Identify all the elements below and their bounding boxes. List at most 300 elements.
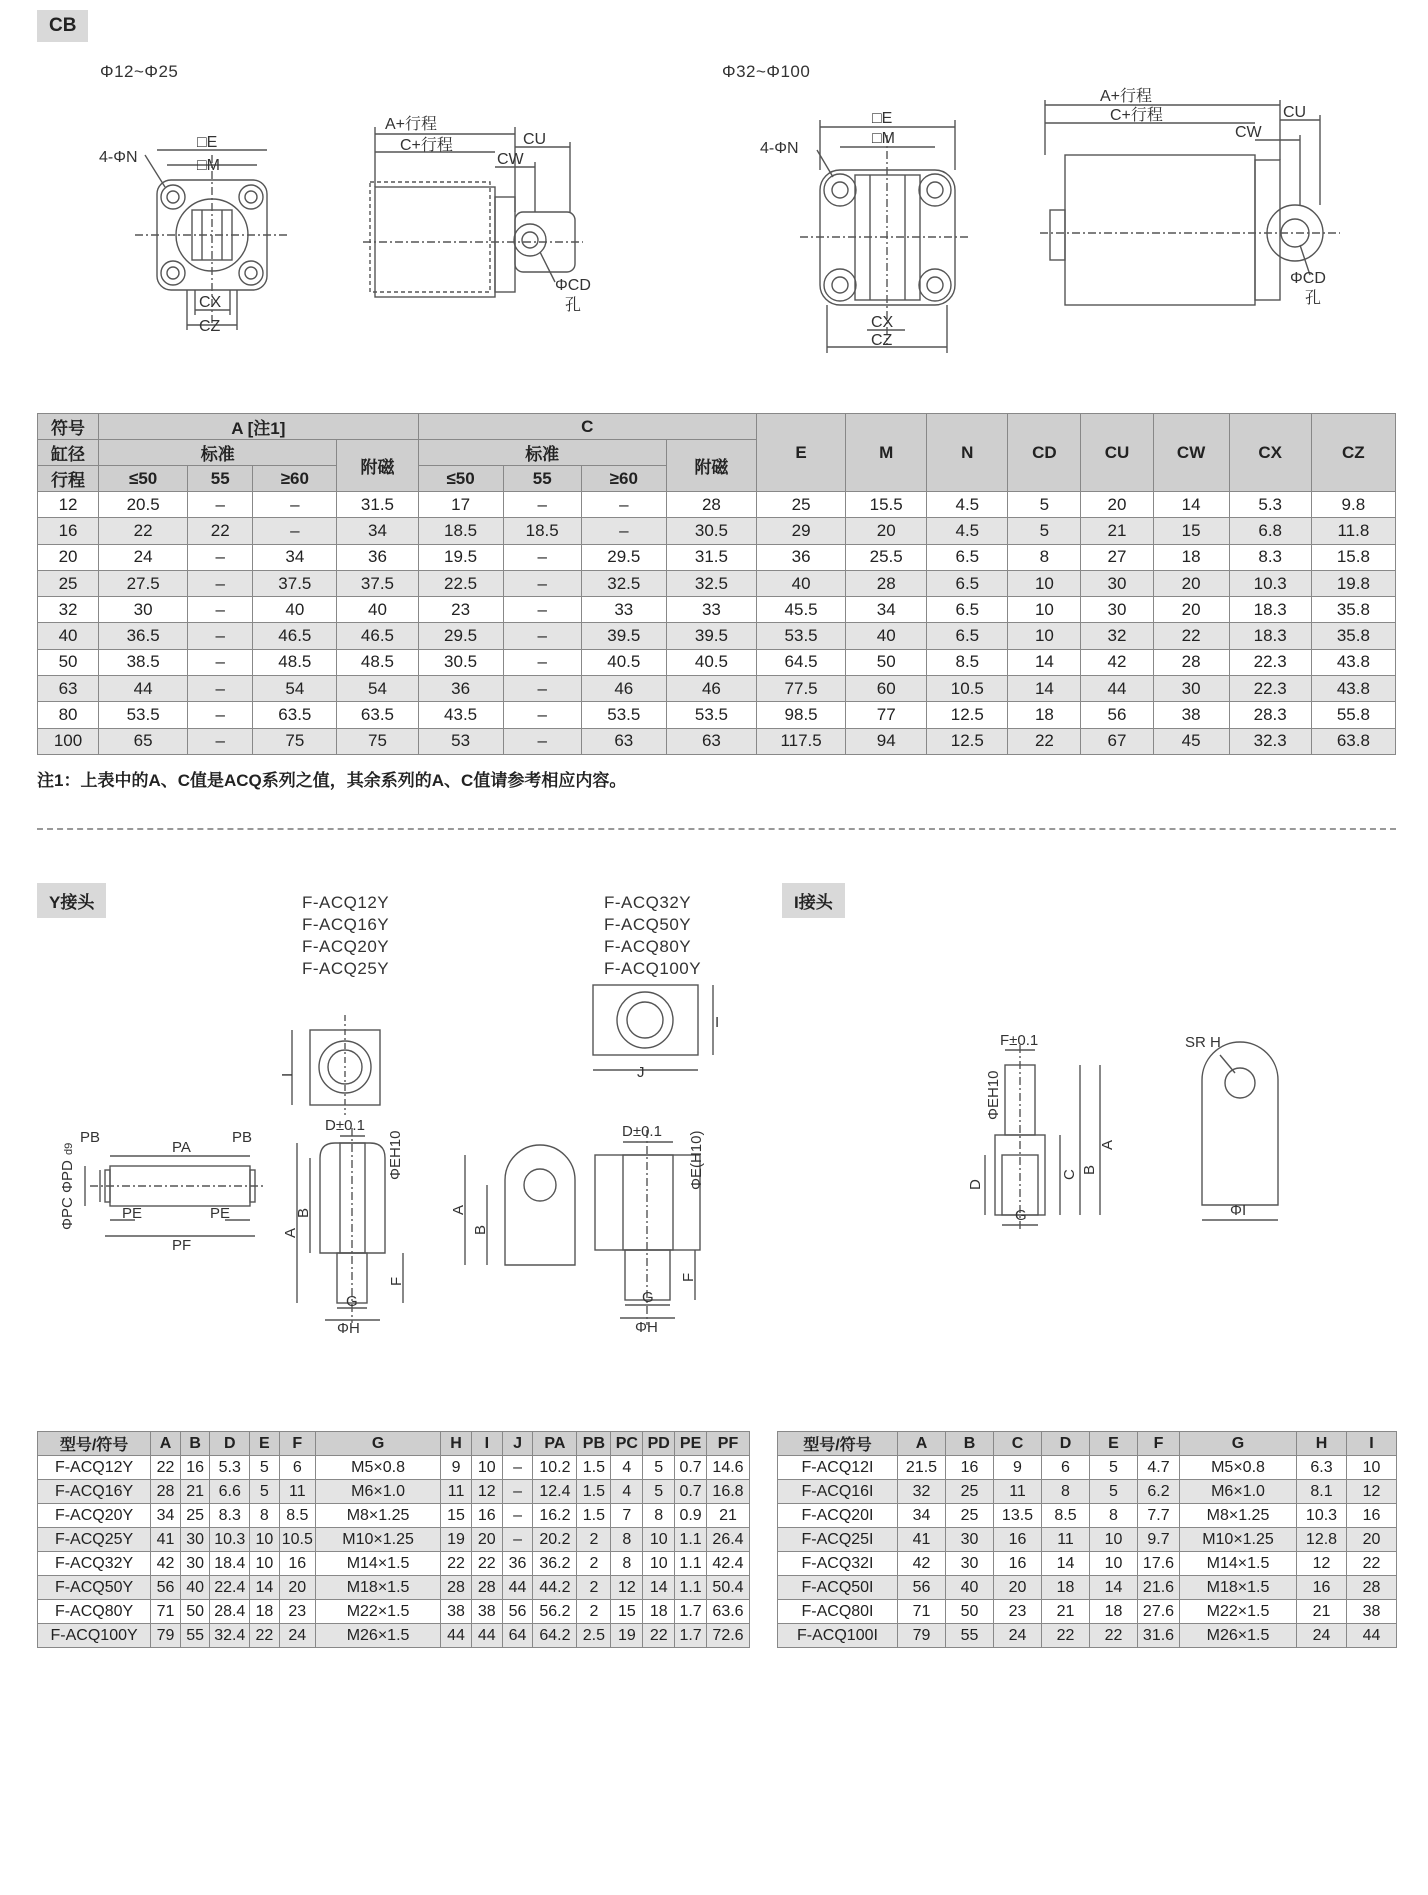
table-cell: – <box>188 597 253 623</box>
table-row <box>38 1528 750 1552</box>
a-group-header: A [注1] <box>99 414 418 440</box>
table-cell: 29 <box>757 518 846 544</box>
table-cell: 5 <box>250 1456 280 1480</box>
table-cell: 77 <box>846 702 927 728</box>
table-cell: 10 <box>1090 1528 1138 1552</box>
table-cell: 7.7 <box>1138 1504 1180 1528</box>
table-cell: 30 <box>180 1528 210 1552</box>
cb-range-large: Φ32~Φ100 <box>722 62 811 81</box>
table-cell: 1.1 <box>675 1576 707 1600</box>
i-table-header: H <box>1297 1432 1347 1456</box>
table-cell: M5×0.8 <box>315 1456 440 1480</box>
y-large-clevis-drawing <box>585 1110 715 1335</box>
table-cell: – <box>503 544 581 570</box>
table-cell: 18 <box>1153 544 1229 570</box>
y-large-g-label: G <box>642 1289 654 1306</box>
table-cell: 39.5 <box>666 623 756 649</box>
table-cell: – <box>503 728 581 754</box>
a-sub-ge60: ≥60 <box>253 466 337 492</box>
table-cell: 5 <box>1008 518 1081 544</box>
y-small-i-label: I <box>279 1072 296 1077</box>
table-cell: 43.5 <box>418 702 503 728</box>
table-cell: F-ACQ80Y <box>38 1600 151 1624</box>
table-cell: 27.5 <box>99 570 188 596</box>
table-row <box>38 544 1396 570</box>
table-cell: 6 <box>1042 1456 1090 1480</box>
table-cell: 20 <box>1153 570 1229 596</box>
y-table-header: D <box>210 1432 250 1456</box>
table-cell: 40 <box>38 623 99 649</box>
table-cell: 53.5 <box>666 702 756 728</box>
y-joint-table <box>37 1431 750 1648</box>
y-table-header: J <box>502 1432 533 1456</box>
table-cell: 22 <box>1090 1624 1138 1648</box>
y-pin-pb-left: PB <box>80 1129 101 1146</box>
y-large-e-label: ΦE(H10) <box>688 1130 705 1190</box>
cb-large-side-drawing <box>1030 85 1350 325</box>
cb-small-m-label: □M <box>197 157 220 174</box>
table-cell: 22 <box>471 1552 502 1576</box>
table-cell: M26×1.5 <box>315 1624 440 1648</box>
col-header-cu: CU <box>1081 414 1153 492</box>
table-cell: 56 <box>898 1576 946 1600</box>
table-row <box>778 1528 1397 1552</box>
cb-large-cw-label: CW <box>1235 124 1262 141</box>
table-cell: – <box>188 676 253 702</box>
table-cell: 19.8 <box>1311 570 1395 596</box>
table-cell: – <box>503 570 581 596</box>
table-cell: 28 <box>846 570 927 596</box>
table-cell: 0.7 <box>675 1480 707 1504</box>
table-cell: 64.2 <box>533 1624 577 1648</box>
table-cell: 35.8 <box>1311 597 1395 623</box>
y-model-small-item: F-ACQ20Y <box>302 937 390 956</box>
table-cell: 5 <box>1090 1456 1138 1480</box>
table-row <box>38 570 1396 596</box>
table-cell: 6.5 <box>927 597 1008 623</box>
cb-large-n-label: 4-ΦN <box>760 140 799 157</box>
cb-small-cd-label: ΦCD <box>555 277 591 294</box>
cb-small-side-drawing <box>355 112 615 327</box>
table-cell: 10 <box>1008 570 1081 596</box>
table-cell: 5 <box>1090 1480 1138 1504</box>
table-cell: 63 <box>38 676 99 702</box>
i-table-header: A <box>898 1432 946 1456</box>
table-cell: 25 <box>38 570 99 596</box>
y-table-header: G <box>315 1432 440 1456</box>
table-cell: – <box>503 676 581 702</box>
table-cell: 1.5 <box>577 1480 611 1504</box>
table-cell: – <box>503 702 581 728</box>
table-cell: 23 <box>994 1600 1042 1624</box>
table-cell: 18.3 <box>1229 597 1311 623</box>
table-cell: 8.5 <box>927 649 1008 675</box>
cb-large-a-label: A+行程 <box>1100 88 1153 105</box>
table-cell: 16 <box>1347 1504 1397 1528</box>
table-cell: 4.5 <box>927 492 1008 518</box>
table-cell: 19.5 <box>418 544 503 570</box>
table-cell: 10.3 <box>210 1528 250 1552</box>
table-cell: 32.3 <box>1229 728 1311 754</box>
table-cell: 18 <box>643 1600 675 1624</box>
y-large-a-label: A <box>450 1204 467 1215</box>
table-cell: 50 <box>946 1600 994 1624</box>
table-row <box>778 1456 1397 1480</box>
table-row <box>778 1480 1397 1504</box>
table-cell: 44 <box>502 1576 533 1600</box>
table-cell: 10 <box>1008 597 1081 623</box>
table-cell: 40 <box>253 597 337 623</box>
table-cell: 28 <box>151 1480 181 1504</box>
table-row <box>38 518 1396 544</box>
table-cell: 40 <box>846 623 927 649</box>
table-cell: 32 <box>1081 623 1153 649</box>
table-cell: 39.5 <box>581 623 666 649</box>
table-row <box>38 1576 750 1600</box>
a-magnet-header: 附磁 <box>337 440 418 492</box>
table-cell: M6×1.0 <box>315 1480 440 1504</box>
table-cell: 43.8 <box>1311 649 1395 675</box>
table-cell: 8.3 <box>210 1504 250 1528</box>
col-header-m: M <box>846 414 927 492</box>
table-cell: 56.2 <box>533 1600 577 1624</box>
table-cell: 1.5 <box>577 1456 611 1480</box>
table-cell: 22 <box>1153 623 1229 649</box>
table-cell: 7 <box>611 1504 643 1528</box>
table-cell: 80 <box>38 702 99 728</box>
i-joint-c-label: C <box>1061 1169 1078 1180</box>
table-cell: 28.3 <box>1229 702 1311 728</box>
table-cell: 20 <box>279 1576 315 1600</box>
table-cell: 5 <box>250 1480 280 1504</box>
y-table-header: PF <box>707 1432 750 1456</box>
y-table-header: I <box>471 1432 502 1456</box>
i-table-header: I <box>1347 1432 1397 1456</box>
table-cell: 25 <box>180 1504 210 1528</box>
table-row <box>778 1552 1397 1576</box>
table-cell: 12 <box>611 1576 643 1600</box>
i-table-header: G <box>1180 1432 1297 1456</box>
table-cell: 10 <box>250 1552 280 1576</box>
y-large-top-drawing <box>585 975 725 1080</box>
table-cell: 10 <box>250 1528 280 1552</box>
cb-small-a-label: A+行程 <box>385 116 438 133</box>
table-cell: F-ACQ12I <box>778 1456 898 1480</box>
y-large-profile-drawing <box>450 1140 575 1280</box>
table-cell: 60 <box>846 676 927 702</box>
table-cell: 21 <box>180 1480 210 1504</box>
table-cell: – <box>502 1480 533 1504</box>
table-cell: – <box>502 1528 533 1552</box>
table-cell: 1.1 <box>675 1528 707 1552</box>
table-cell: 45 <box>1153 728 1229 754</box>
table-cell: 75 <box>253 728 337 754</box>
table-cell: 14 <box>1008 676 1081 702</box>
y-table-header: F <box>279 1432 315 1456</box>
i-joint-side-drawing <box>960 1025 1120 1235</box>
i-joint-g-label: G <box>1015 1207 1027 1224</box>
y-small-b-label: B <box>295 1207 312 1218</box>
table-cell: M22×1.5 <box>315 1600 440 1624</box>
c-magnet-header: 附磁 <box>666 440 756 492</box>
c-standard-header: 标准 <box>418 440 666 466</box>
cb-large-e-label: □E <box>872 110 893 127</box>
table-cell: – <box>188 544 253 570</box>
table-cell: 24 <box>279 1624 315 1648</box>
table-cell: 16 <box>471 1504 502 1528</box>
table-cell: 22.3 <box>1229 649 1311 675</box>
table-cell: 14 <box>1042 1552 1090 1576</box>
table-cell: 117.5 <box>757 728 846 754</box>
table-cell: 22.5 <box>418 570 503 596</box>
table-row <box>38 676 1396 702</box>
section-tag-y-joint: Y接头 <box>37 883 106 918</box>
table-cell: 36.2 <box>533 1552 577 1576</box>
cb-large-cu-label: CU <box>1283 104 1307 121</box>
table-cell: 18.5 <box>503 518 581 544</box>
table-cell: 31.5 <box>666 544 756 570</box>
y-table-header: B <box>180 1432 210 1456</box>
table-row <box>778 1504 1397 1528</box>
table-cell: 1.1 <box>675 1552 707 1576</box>
table-cell: M10×1.25 <box>315 1528 440 1552</box>
table-cell: 50 <box>846 649 927 675</box>
table-cell: M26×1.5 <box>1180 1624 1297 1648</box>
y-large-b-label: B <box>472 1224 489 1235</box>
i-table-header: E <box>1090 1432 1138 1456</box>
table-cell: 25 <box>757 492 846 518</box>
section-tag-i-joint: I接头 <box>782 883 845 918</box>
table-cell: 24 <box>1297 1624 1347 1648</box>
table-row <box>38 597 1396 623</box>
c-sub-le50: ≤50 <box>418 466 503 492</box>
table-cell: 40.5 <box>581 649 666 675</box>
i-table-header-row <box>778 1432 1397 1456</box>
table-cell: 18 <box>1042 1576 1090 1600</box>
y-table-header: 型号/符号 <box>38 1432 151 1456</box>
table-cell: 77.5 <box>757 676 846 702</box>
table-cell: 20 <box>1153 597 1229 623</box>
table-cell: M5×0.8 <box>1180 1456 1297 1480</box>
table-cell: 30 <box>1153 676 1229 702</box>
y-models-small <box>302 892 389 980</box>
y-large-i-label: I <box>715 1014 720 1031</box>
cb-small-cw-label: CW <box>497 151 524 168</box>
table-cell: 15 <box>441 1504 472 1528</box>
col-header-n: N <box>927 414 1008 492</box>
y-small-d-label: D±0.1 <box>325 1117 365 1134</box>
table-cell: 11 <box>1042 1528 1090 1552</box>
table-cell: 12 <box>471 1480 502 1504</box>
table-cell: – <box>188 623 253 649</box>
table-cell: 53.5 <box>757 623 846 649</box>
table-cell: 79 <box>898 1624 946 1648</box>
table-cell: 17 <box>418 492 503 518</box>
y-large-j-label: J <box>637 1064 645 1081</box>
table-cell: 8.3 <box>1229 544 1311 570</box>
i-joint-a-label: A <box>1099 1139 1116 1150</box>
table-cell: 11 <box>441 1480 472 1504</box>
table-cell: 0.7 <box>675 1456 707 1480</box>
table-cell: 28 <box>666 492 756 518</box>
table-cell: 20 <box>994 1576 1042 1600</box>
table-cell: 71 <box>151 1600 181 1624</box>
corner-symbol: 符号 <box>38 414 99 440</box>
table-cell: 28 <box>471 1576 502 1600</box>
table-cell: 23 <box>418 597 503 623</box>
table-cell: 54 <box>253 676 337 702</box>
cb-small-cu-label: CU <box>523 131 547 148</box>
table-cell: 30 <box>946 1552 994 1576</box>
table-cell: 24 <box>99 544 188 570</box>
table-cell: 15 <box>611 1600 643 1624</box>
table-cell: 16 <box>180 1456 210 1480</box>
table-cell: 32.5 <box>581 570 666 596</box>
y-small-clevis-drawing <box>282 1108 425 1338</box>
c-sub-55: 55 <box>503 466 581 492</box>
table-cell: 30.5 <box>418 649 503 675</box>
table-cell: 18 <box>1008 702 1081 728</box>
table-cell: 36.5 <box>99 623 188 649</box>
table-cell: 4.5 <box>927 518 1008 544</box>
i-joint-front-drawing <box>1180 1025 1290 1225</box>
table-cell: 50 <box>180 1600 210 1624</box>
table-cell: 11 <box>994 1480 1042 1504</box>
table-cell: 16 <box>38 518 99 544</box>
y-table-body <box>38 1456 750 1648</box>
table-cell: 30 <box>1081 597 1153 623</box>
table-cell: 6.5 <box>927 570 1008 596</box>
c-group-header: C <box>418 414 756 440</box>
cb-dimension-table <box>37 413 1396 755</box>
table-cell: 8 <box>1090 1504 1138 1528</box>
y-small-a-label: A <box>282 1227 299 1238</box>
table-cell: 16 <box>994 1528 1042 1552</box>
table-cell: 16.8 <box>707 1480 750 1504</box>
table-cell: 38.5 <box>99 649 188 675</box>
table-cell: 21 <box>1042 1600 1090 1624</box>
table-cell: 42.4 <box>707 1552 750 1576</box>
y-pin-pe-left: PE <box>122 1205 143 1222</box>
table-cell: 46 <box>666 676 756 702</box>
table-cell: 12 <box>1347 1480 1397 1504</box>
table-cell: 20 <box>1347 1528 1397 1552</box>
table-cell: 12.5 <box>927 728 1008 754</box>
i-table-body <box>778 1456 1397 1648</box>
table-cell: 34 <box>253 544 337 570</box>
table-cell: 54 <box>337 676 418 702</box>
table-cell: 19 <box>441 1528 472 1552</box>
corner-bore: 缸径 <box>38 440 99 466</box>
table-cell: 9 <box>994 1456 1042 1480</box>
table-cell: 18 <box>1090 1600 1138 1624</box>
table-cell: 32 <box>38 597 99 623</box>
table-cell: F-ACQ16I <box>778 1480 898 1504</box>
table-cell: 12 <box>1297 1552 1347 1576</box>
cb-small-e-label: □E <box>197 134 218 151</box>
y-small-eh-label: ΦEH10 <box>387 1130 404 1180</box>
cb-large-c-label: C+行程 <box>1110 107 1163 124</box>
y-small-g-label: G <box>346 1293 358 1310</box>
table-cell: 9 <box>441 1456 472 1480</box>
table-cell: – <box>503 623 581 649</box>
table-row <box>38 1552 750 1576</box>
table-cell: 16 <box>994 1552 1042 1576</box>
table-cell: 29.5 <box>418 623 503 649</box>
table-cell: 43.8 <box>1311 676 1395 702</box>
cb-small-n-label: 4-ΦN <box>99 149 138 166</box>
table-cell: 37.5 <box>253 570 337 596</box>
table-row <box>38 1480 750 1504</box>
a-sub-le50: ≤50 <box>99 466 188 492</box>
table-cell: 25 <box>946 1504 994 1528</box>
table-cell: 8 <box>643 1504 675 1528</box>
cb-small-cx-label: CX <box>199 294 222 311</box>
table-cell: – <box>188 570 253 596</box>
y-pin-pe-right: PE <box>210 1205 231 1222</box>
table-cell: 6.8 <box>1229 518 1311 544</box>
table-cell: – <box>503 492 581 518</box>
y-models-large <box>604 892 701 980</box>
y-table-header: PA <box>533 1432 577 1456</box>
table-cell: 20 <box>471 1528 502 1552</box>
table-cell: 18.4 <box>210 1552 250 1576</box>
i-joint-eh-label: ΦEH10 <box>985 1070 1002 1120</box>
table-cell: 2 <box>577 1552 611 1576</box>
a-sub-55: 55 <box>188 466 253 492</box>
table-cell: 48.5 <box>253 649 337 675</box>
table-cell: 36 <box>502 1552 533 1576</box>
table-cell: 25 <box>946 1480 994 1504</box>
table-cell: 36 <box>757 544 846 570</box>
table-cell: 14 <box>1008 649 1081 675</box>
table-cell: 12.4 <box>533 1480 577 1504</box>
table-cell: M18×1.5 <box>315 1576 440 1600</box>
table-cell: 2.5 <box>577 1624 611 1648</box>
table-cell: 64.5 <box>757 649 846 675</box>
table-cell: 46.5 <box>253 623 337 649</box>
col-header-e: E <box>757 414 846 492</box>
table-row <box>38 623 1396 649</box>
table-cell: – <box>502 1504 533 1528</box>
table-cell: 11 <box>279 1480 315 1504</box>
table-cell: 67 <box>1081 728 1153 754</box>
table-cell: 15.5 <box>846 492 927 518</box>
table-cell: 14.6 <box>707 1456 750 1480</box>
y-small-f-label: F <box>388 1276 405 1286</box>
table-cell: M8×1.25 <box>315 1504 440 1528</box>
y-pin-pb-right: PB <box>232 1129 253 1146</box>
table-cell: 4 <box>611 1480 643 1504</box>
table-cell: 18.3 <box>1229 623 1311 649</box>
table-cell: 50.4 <box>707 1576 750 1600</box>
table-cell: 30 <box>99 597 188 623</box>
c-sub-ge60: ≥60 <box>581 466 666 492</box>
i-table-header: C <box>994 1432 1042 1456</box>
table-cell: 18 <box>250 1600 280 1624</box>
y-pin-pd-tol: d9 <box>63 1142 75 1155</box>
table-cell: 14 <box>643 1576 675 1600</box>
table-cell: F-ACQ100I <box>778 1624 898 1648</box>
cb-large-hole-label: 孔 <box>1305 290 1322 307</box>
table-cell: – <box>253 518 337 544</box>
table-cell: F-ACQ20Y <box>38 1504 151 1528</box>
table-cell: 0.9 <box>675 1504 707 1528</box>
table-cell: 55.8 <box>1311 702 1395 728</box>
table-cell: 22 <box>250 1624 280 1648</box>
table-cell: 19 <box>611 1624 643 1648</box>
table-cell: M10×1.25 <box>1180 1528 1297 1552</box>
